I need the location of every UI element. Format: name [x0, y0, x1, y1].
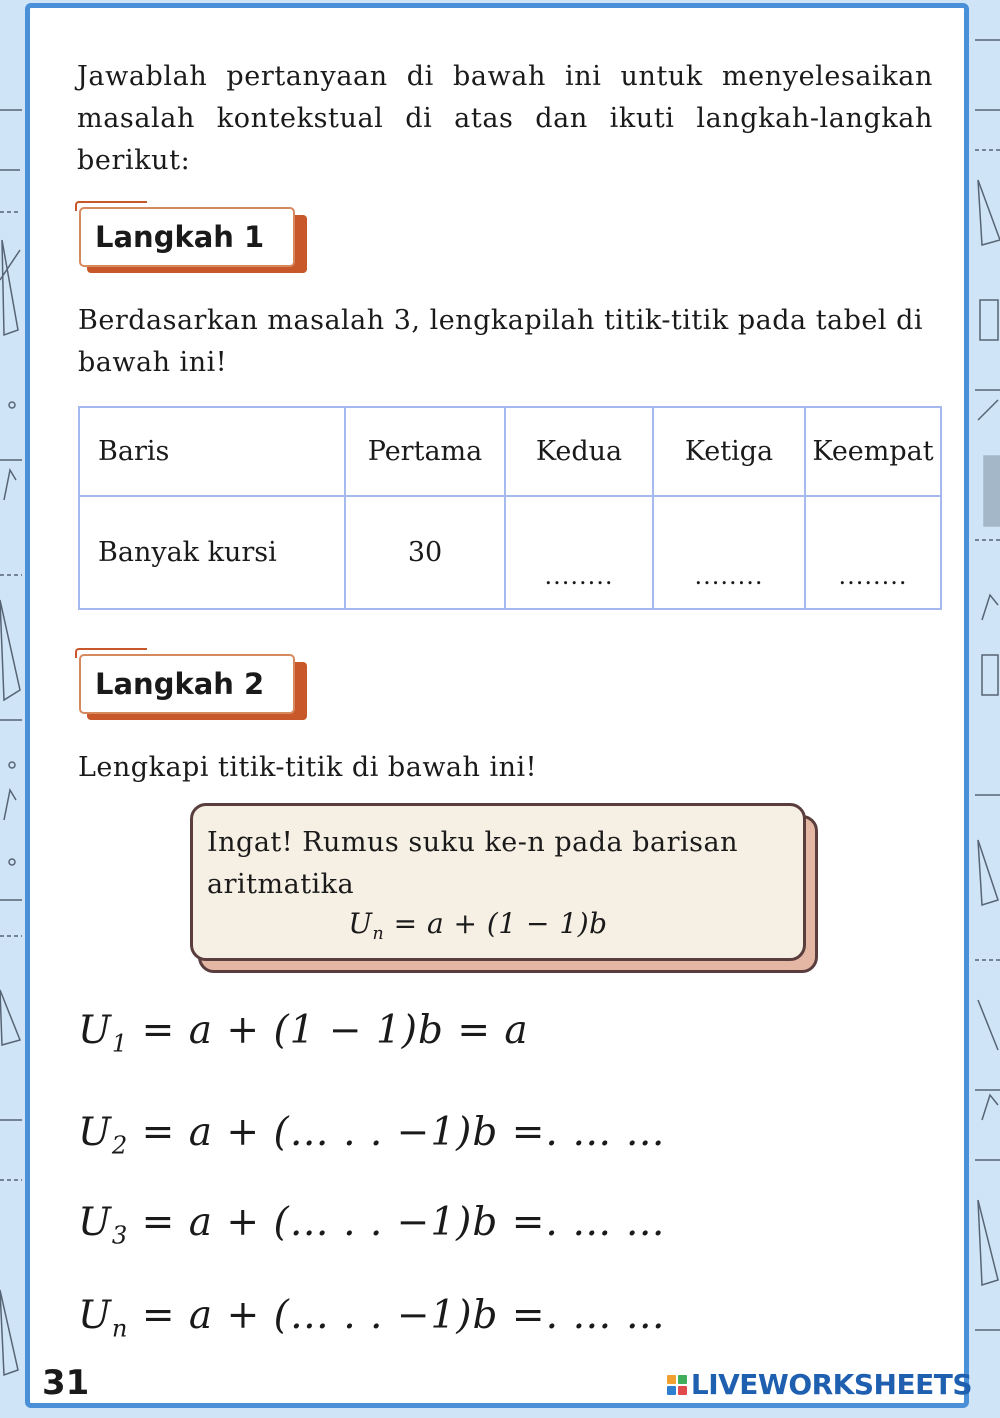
- reminder-formula: [167, 906, 789, 952]
- answer-blank-keempat[interactable]: ........: [838, 561, 908, 590]
- eq-rhs-with-blanks[interactable]: = a + (… . . −1)b =. … …: [128, 1200, 666, 1245]
- step2-title: Langkah 2: [79, 654, 295, 714]
- step2-badge: [75, 648, 315, 728]
- eq-rhs-with-blanks[interactable]: = a + (… . . −1)b =. … …: [128, 1293, 666, 1338]
- header-cell-pertama: Pertama: [345, 407, 505, 496]
- formula-rhs: = a + (1 − 1)b: [384, 907, 608, 940]
- reminder-box-content: [190, 803, 806, 961]
- intro-text: Jawablah pertanyaan di bawah ini untuk menyelesaikan masalah kontekstual di atas dan ikuti langkah-langkah berikut:: [77, 61, 933, 176]
- table-header-row: [79, 407, 941, 496]
- eq-symbol: U: [78, 1008, 112, 1053]
- eq-rhs-with-blanks[interactable]: = a + (… . . −1)b =. … …: [128, 1110, 666, 1155]
- worksheet-page: [25, 3, 972, 1408]
- answer-blank-ketiga[interactable]: ........: [694, 561, 764, 590]
- equation-u2[interactable]: [78, 1110, 666, 1159]
- equation-u3[interactable]: [78, 1200, 666, 1249]
- eq-symbol: U: [78, 1293, 112, 1338]
- liveworksheets-logo: [667, 1368, 972, 1401]
- step1-instruction: Berdasarkan masalah 3, lengkapilah titik-titik pada tabel di bawah ini!: [78, 305, 924, 378]
- step1-badge: [75, 201, 315, 281]
- header-cell-kedua: Kedua: [505, 407, 653, 496]
- formula-symbol: U: [348, 907, 373, 940]
- value-pertama: 30: [345, 496, 505, 609]
- eq-symbol: U: [78, 1110, 112, 1155]
- step2-instruction: Lengkapi titik-titik di bawah ini!: [78, 752, 538, 783]
- eq-symbol: U: [78, 1200, 112, 1245]
- answer-cell-kedua[interactable]: [505, 496, 653, 609]
- header-cell-ketiga: Ketiga: [653, 407, 805, 496]
- step1-title: Langkah 1: [79, 207, 295, 267]
- answer-blank-kedua[interactable]: ........: [544, 561, 614, 590]
- brand-text: LIVEWORKSHEETS: [690, 1368, 972, 1401]
- header-cell-baris: Baris: [79, 407, 345, 496]
- formula-subscript: n: [372, 924, 385, 945]
- eq-subscript: 2: [111, 1131, 129, 1160]
- eq-subscript: 3: [111, 1221, 129, 1250]
- answer-cell-keempat[interactable]: [805, 496, 941, 609]
- table-row-banyak-kursi: [79, 496, 941, 609]
- row-label-banyak-kursi: Banyak kursi: [79, 496, 345, 609]
- kursi-table: [78, 406, 942, 610]
- page-number: 31: [42, 1363, 90, 1403]
- reminder-box: [190, 803, 810, 968]
- liveworksheets-grid-icon: [667, 1375, 687, 1395]
- header-cell-keempat: Keempat: [805, 407, 941, 496]
- eq-subscript: n: [111, 1314, 129, 1343]
- equation-u1: [78, 1008, 529, 1057]
- answer-cell-ketiga[interactable]: [653, 496, 805, 609]
- reminder-text: Ingat! Rumus suku ke-n pada barisan aritmatika: [207, 827, 738, 900]
- eq-rhs: = a + (1 − 1)b = a: [128, 1008, 529, 1053]
- equation-un[interactable]: [78, 1293, 666, 1342]
- eq-subscript: 1: [111, 1029, 129, 1058]
